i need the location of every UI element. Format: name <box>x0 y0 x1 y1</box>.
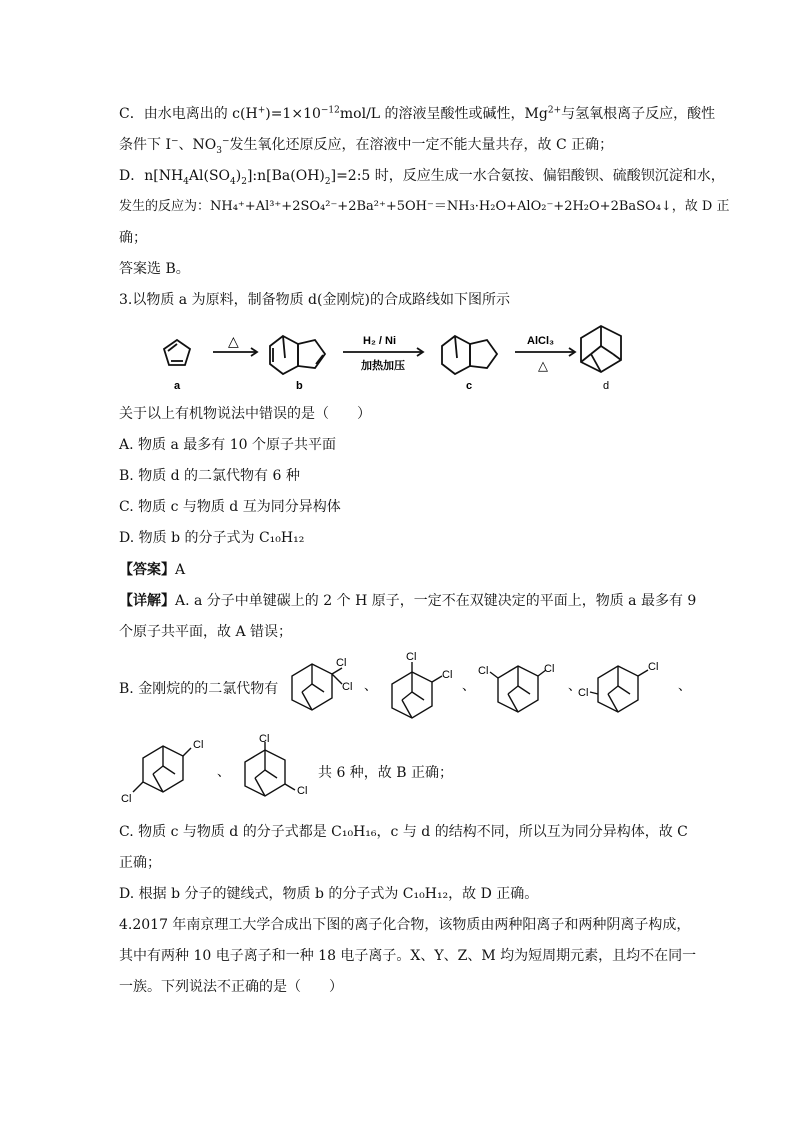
dichloro-structures-row2 <box>119 732 319 808</box>
separator-2: 、 <box>462 678 476 693</box>
synthesis-scheme <box>155 318 645 394</box>
molecule-a-structure <box>164 340 190 365</box>
label-b: b <box>296 380 303 392</box>
separator-5: 、 <box>217 764 231 779</box>
molecule-d-structure <box>581 326 621 372</box>
q3-option-c: C. 物质 c 与物质 d 互为同分异构体 <box>119 499 341 515</box>
isomer-3-structure <box>490 666 546 712</box>
label-c: c <box>466 380 473 392</box>
isomer-6-cl-a: Cl <box>259 733 270 745</box>
isomer-5-cl-a: Cl <box>193 739 204 751</box>
isomer-5-cl-b: Cl <box>121 793 132 805</box>
q3-question: 关于以上有机物说法中错误的是（ ） <box>119 406 371 422</box>
isomer-1-structure <box>292 664 342 710</box>
separator-3: 、 <box>568 678 582 693</box>
arrow-3 <box>515 348 575 356</box>
q3-detail-c-line2: 正确； <box>119 855 161 871</box>
cond-2-top: H₂ / Ni <box>363 335 396 347</box>
label-d: d <box>603 380 610 392</box>
isomer-3-cl-b: Cl <box>544 663 555 675</box>
q3-detail-a-line2: 个原子共平面，故 A 错误； <box>119 624 293 640</box>
isomer-2-cl-a: Cl <box>406 651 417 663</box>
isomer-1-cl-a: Cl <box>336 657 347 669</box>
arrow-2 <box>343 348 423 356</box>
q3-stem: 3.以物质 a 为原料，制备物质 d(金刚烷)的合成路线如下图所示 <box>119 292 510 308</box>
previous-answer: 答案选 B。 <box>119 261 190 277</box>
q4-line1: 4.2017 年南京理工大学合成出下图的离子化合物，该物质由两种阳离子和两种阴离子构成， <box>119 917 691 933</box>
isomer-1-cl-b: Cl <box>342 681 353 693</box>
option-c-line1: C．由水电离出的 $c(H^+)=1\times 10^{-12}mol/L$ 的溶液呈酸性或碱性，$Mg^{2+}$与氢氧根离子反应，酸性 <box>119 105 716 122</box>
dichloro-structures-row1 <box>282 650 694 722</box>
isomer-4-cl-a: Cl <box>578 687 589 699</box>
cond-3-top: AlCl₃ <box>527 335 555 347</box>
isomer-4-cl-b: Cl <box>648 661 659 673</box>
cond-1: △ <box>228 333 239 349</box>
q3-option-b: B. 物质 d 的二氯代物有 6 种 <box>119 468 300 484</box>
molecule-b-structure <box>270 336 325 374</box>
cond-2-bottom: 加热加压 <box>361 360 405 372</box>
q3-detail-d: D. 根据 b 分子的键线式，物质 b 的分子式为 C₁₀H₁₂，故 D 正确。 <box>119 886 539 902</box>
q3-detail-b-end: 共 6 种，故 B 正确； <box>318 765 453 781</box>
isomer-2-structure <box>392 662 442 718</box>
isomer-4-structure <box>590 666 648 712</box>
q3-detail-b-intro: B. 金刚烷的的二氯代物有 <box>119 681 279 697</box>
label-a: a <box>174 380 181 392</box>
option-c-line2: 条件下 I−、$NO_3^-$发生氧化还原反应，在溶液中一定不能大量共存，故 C 正确； <box>119 136 614 156</box>
isomer-3-cl-a: Cl <box>478 665 489 677</box>
option-d-line3: 确； <box>119 230 147 246</box>
isomer-6-cl-b: Cl <box>297 785 308 797</box>
option-d-line1: D．$n[NH_4Al(SO_4)_2]:n[Ba(OH)_2]=2:5$ 时，反应生成一水合氨按、偏铝酸钡、硫酸钡沉淀和水， <box>119 168 725 187</box>
separator-4: 、 <box>678 678 692 693</box>
q3-option-a: A. 物质 a 最多有 10 个原子共平面 <box>119 437 336 453</box>
arrow-1 <box>213 348 257 356</box>
q4-line2: 其中有两种 10 电子离子和一种 18 电子离子。X、Y、Z、M 均为短周期元素，且均不在同一 <box>119 948 697 964</box>
q3-detail-a-line1: 【详解】A. a 分子中单键碳上的 2 个 H 原子，一定不在双键决定的平面上，物质 a 最多有 9 <box>119 593 697 609</box>
q4-line3: 一族。下列说法不正确的是（ ） <box>119 979 343 995</box>
isomer-6-structure <box>245 742 295 796</box>
cond-3-bottom: △ <box>538 358 548 373</box>
q3-answer: 【答案】A <box>119 562 186 578</box>
q3-detail-c-line1: C. 物质 c 与物质 d 的分子式都是 C₁₀H₁₆，c 与 d 的结构不同，所以互为同分异构体，故 C <box>119 824 688 840</box>
q3-option-d: D. 物质 b 的分子式为 C₁₀H₁₂ <box>119 530 305 546</box>
isomer-5-structure <box>133 746 191 792</box>
separator-1: 、 <box>364 678 378 693</box>
molecule-c-structure <box>442 336 497 374</box>
isomer-2-cl-b: Cl <box>442 669 453 681</box>
option-d-line2: 发生的反应为：NH₄⁺+Al³⁺+2SO₄²⁻+2Ba²⁺+5OH⁻＝NH₃·H₂O+AlO₂⁻+2H₂O+2BaSO₄↓，故 D 正 <box>119 199 730 214</box>
